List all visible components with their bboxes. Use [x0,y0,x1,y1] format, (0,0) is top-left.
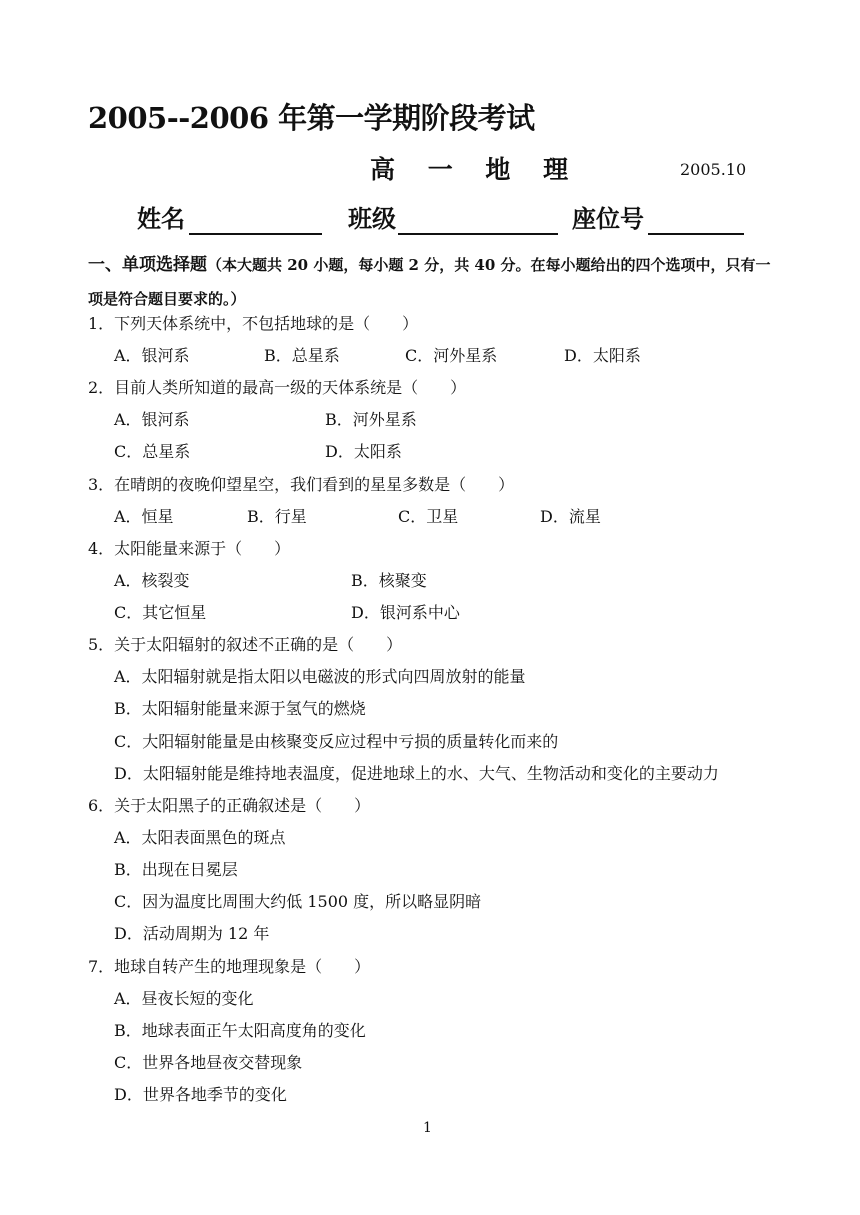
question-6-stem: 6．关于太阳黑子的正确叙述是（ ） [88,796,371,815]
question-4-option-a: A．核裂变 [114,571,190,590]
question-5-option-b: B．太阳辐射能量来源于氢气的燃烧 [114,699,366,718]
question-6-option-a: A．太阳表面黑色的斑点 [114,828,286,847]
subject-title: 高 一 地 理 [370,155,581,184]
name-blank [189,233,322,235]
section-title: 一、单项选择题 [88,255,207,275]
question-3-option-c: C．卫星 [398,507,459,526]
exam-date: 2005.10 [680,160,747,179]
class-blank [398,233,558,235]
question-2-stem: 2．目前人类所知道的最高一级的天体系统是（ ） [88,378,467,397]
exam-title: 2005--2006 年第一学期阶段考试 [88,101,535,135]
question-3-option-a: A．恒星 [114,507,174,526]
question-7-option-d: D．世界各地季节的变化 [114,1085,287,1104]
question-4-option-c: C．其它恒星 [114,603,207,622]
page-number: 1 [423,1120,432,1136]
question-7-stem: 7．地球自转产生的地理现象是（ ） [88,957,371,976]
question-3-stem: 3．在晴朗的夜晚仰望星空，我们看到的星星多数是（ ） [88,475,515,494]
question-7-option-b: B．地球表面正午太阳高度角的变化 [114,1021,366,1040]
class-label: 班级 [348,204,396,233]
question-2-option-a: A．银河系 [114,410,190,429]
question-2-option-b: B．河外星系 [325,410,417,429]
question-1-option-c: C．河外星系 [405,346,498,365]
question-5-option-d: D．太阳辐射能是维持地表温度，促进地球上的水、大气、生物活动和变化的主要动力 [114,764,719,783]
question-4-option-d: D．银河系中心 [351,603,460,622]
section-heading [88,248,778,316]
question-2-option-c: C．总星系 [114,442,191,461]
seat-blank [648,233,744,235]
question-2-option-d: D．太阳系 [325,442,402,461]
question-7-option-c: C．世界各地昼夜交替现象 [114,1053,303,1072]
question-7-option-a: A．昼夜长短的变化 [114,989,254,1008]
question-5-option-c: C．大阳辐射能量是由核聚变反应过程中亏损的质量转化而来的 [114,732,559,751]
question-1-option-b: B．总星系 [264,346,340,365]
question-6-option-c: C．因为温度比周围大约低 1500 度，所以略显阴暗 [114,892,482,911]
question-5-option-a: A．太阳辐射就是指太阳以电磁波的形式向四周放射的能量 [114,667,526,686]
question-5-stem: 5．关于太阳辐射的叙述不正确的是（ ） [88,635,403,654]
question-4-option-b: B．核聚变 [351,571,427,590]
question-3-option-d: D．流星 [540,507,601,526]
question-4-stem: 4．太阳能量来源于（ ） [88,539,291,558]
question-1-option-a: A．银河系 [114,346,190,365]
section-instructions: （本大题共 20 小题，每小题 2 分，共 40 分。在每小题给出的四个选项中，只有一项是符合题目要求的。） [88,256,771,308]
question-6-option-d: D．活动周期为 12 年 [114,924,270,943]
question-3-option-b: B．行星 [247,507,307,526]
question-6-option-b: B．出现在日冕层 [114,860,238,879]
question-1-option-d: D．太阳系 [564,346,641,365]
name-label: 姓名 [137,204,185,233]
seat-label: 座位号 [572,204,644,233]
question-1-stem: 1．下列天体系统中，不包括地球的是（ ） [88,314,419,333]
